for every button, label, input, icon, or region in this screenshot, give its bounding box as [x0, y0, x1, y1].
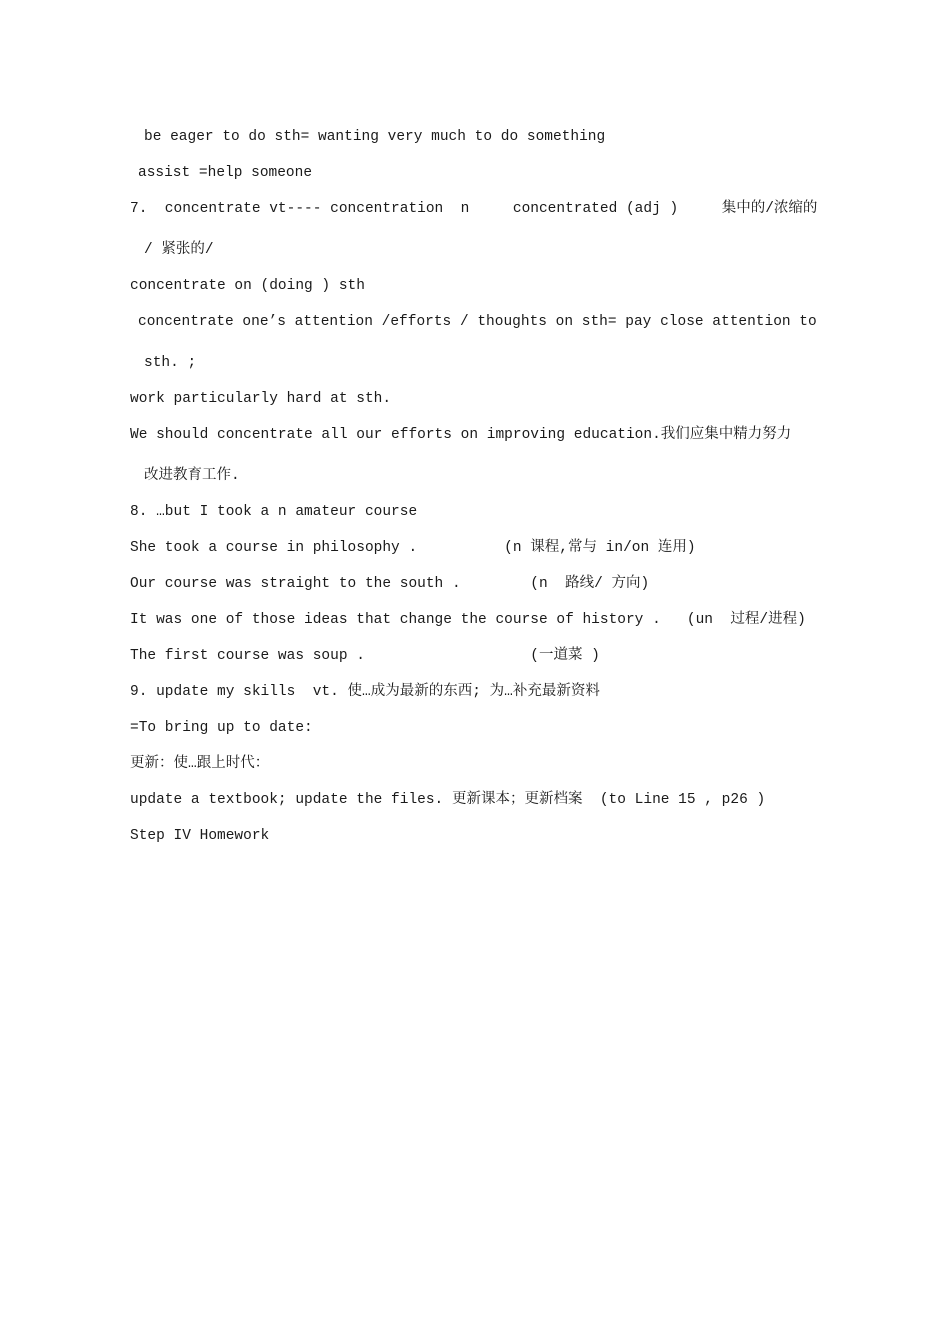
text-line-course-philosophy: She took a course in philosophy . (n 课程,常与 in/on 连用) [130, 540, 696, 556]
text-line-eager: be eager to do sth= wanting very much to do something [144, 129, 606, 145]
text-line-item-7-cont: / 紧张的/ [144, 242, 214, 258]
text-line-course-history: It was one of those ideas that change the course of history . (un 过程/进程) [130, 612, 806, 628]
text-line-example-translation: 改进教育工作. [144, 468, 240, 484]
text-line-item-8: 8. …but I took a n amateur course [130, 504, 418, 520]
text-line-work-hard: work particularly hard at sth. [130, 391, 392, 407]
text-line-course-soup: The first course was soup . (一道菜 ) [130, 648, 600, 664]
text-line-example-sentence: We should concentrate all our efforts on improving education.我们应集中精力努力 [130, 427, 792, 443]
text-line-course-south: Our course was straight to the south . (n 路线/ 方向) [130, 576, 650, 592]
text-line-homework: Step IV Homework [130, 828, 270, 844]
text-line-concentrate-attention: concentrate one’s attention /efforts / thoughts on sth= pay close attention to [138, 314, 817, 330]
text-line-assist: assist =help someone [138, 165, 313, 181]
text-line-bring-up-to-date: =To bring up to date: [130, 720, 313, 736]
text-line-sth: sth. ; [144, 355, 197, 371]
text-line-item-7: 7. concentrate vt---- concentration n concentrated (adj ) 集中的/浓缩的 [130, 201, 818, 217]
text-line-update-textbook: update a textbook; update the files. 更新课本；更新档案 (to Line 15 , p26 ) [130, 792, 766, 808]
text-line-update-chinese: 更新：使…跟上时代： [130, 756, 270, 772]
text-line-item-9: 9. update my skills vt. 使…成为最新的东西; 为…补充最新资料 [130, 684, 600, 700]
text-line-concentrate-on: concentrate on (doing ) sth [130, 278, 365, 294]
